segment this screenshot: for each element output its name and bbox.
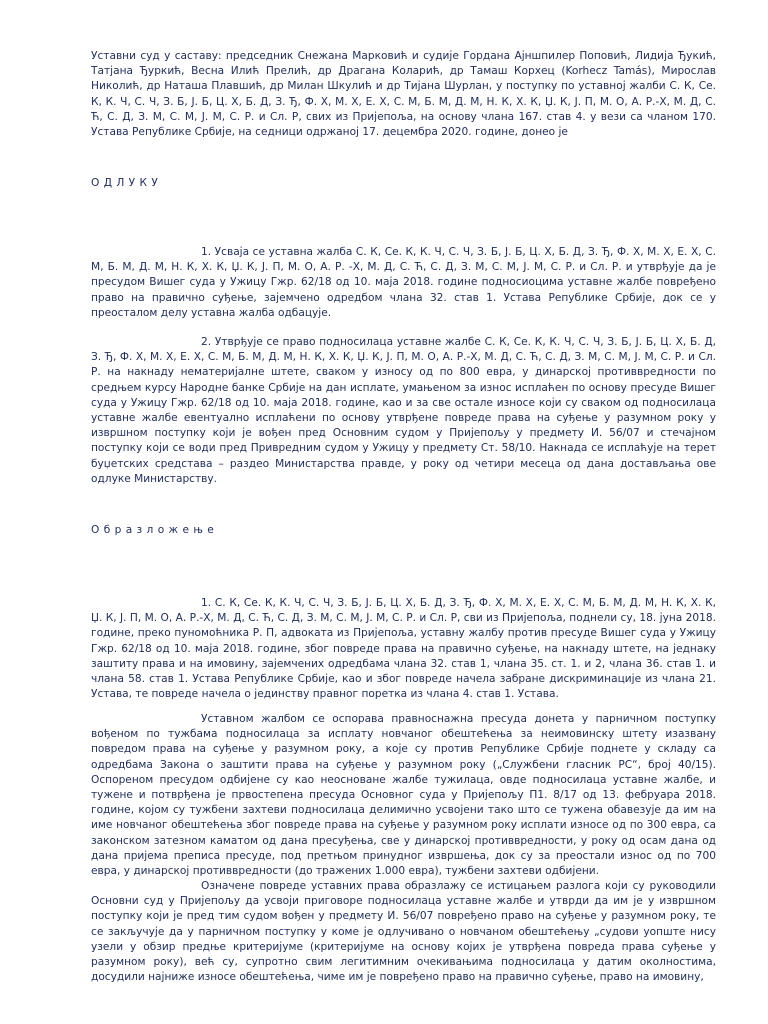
decision-item-2: 2. Утврђује се право подносилаца уставне жалбе С. К, Се. К, К. Ч, С. Ч, З. Б, Ј. Б, Ц. Х, Б. Д, З. Ђ, Ф. Х, М. Х, Е. Х, С. М, Б. М, Д. М, Н. К, Х. К, Џ. К, Ј. П, М. О, А. Р.-Х, М. Д, С. Ћ, С. Д, З. М, С. М, Ј. М, С. Р. и Сл. Р. на накнаду нематеријалне штете, сваком у износу од по 800 евра, у динарској противвредности по средњем курсу Народне банке Србије на дан исплате, умањеном за износ исплаћен по основу пресуде Вишег суда у Ужицу Гжр. 62/18 од 10. маја 2018. године, као и за све остале износе који су сваком од подносилаца уставне жалбе евентуално исплаћени по основу утврђене повреде права на суђење у разумном року у извршном поступку који је вођен пред Основним судом у Пријепољу у предмету И. 56/07 и стечајном поступку који се води пред Привредним судом у Ужицу у предмету Ст. 58/10. Накнада се исплаћује на терет буџетских средстава – раздео Министарства правде, у року од четири месеца од дана достављања ове одлуке Министарству. — [91, 336, 716, 485]
reasoning-paragraph-3: Означене повреде уставних права образлажу се истицањем разлога који су руководили Основни суд у Пријепољу да усвоји приговоре подносилаца уставне жалбе и утврди да им је у извршном поступку који је пред тим судом вођен у предмету И. 56/07 повређено право на суђење у разумном року, те се закључује да у парничном поступку у коме је одлучивано о новчаном обештећењу „судови уопште нису узели у обзир предње критеријуме (критеријуме на основу којих је утврђена повреда права суђење у разумном року), већ су, супротно свим легитимним очекивањима подносилаца у датим околностима, досудили најниже износе обештећења, чиме им је повређено право на правично суђење, право на имовину, — [91, 880, 716, 984]
decision-heading: О Д Л У К У — [91, 177, 159, 189]
intro-paragraph: Уставни суд у саставу: председник Снежана Марковић и судије Гордана Ајншпилер Поповић, Лидија Ђукић, Татјана Ђуркић, Весна Илић Прелић, др Драгана Коларић, др Тамаш Корхец (Korhecz Tamás), Мирослав Николић, др Наташа Плавшић, др Милан Шкулић и др Тијана Шурлан, у поступку по уставној жалби С. К, Се. К, К. Ч, С. Ч, З. Б, Ј. Б, Ц. Х, Б. Д, З. Ђ, Ф. Х, М. Х, Е. Х, С. М, Б. М, Д. М, Н. К, Х. К, Џ. К, Ј. П, М. О, А. Р.-Х, М. Д, С. Ћ, С. Д, З. М, С. М, Ј. М, С. Р. и Сл. Р, свих из Пријепоља, на основу члана 167. став 4. у вези са чланом 170. Устава Републике Србије, на седници одржаној 17. децембра 2020. године, донео је — [91, 50, 716, 139]
decision-item-1: 1. Усваја се уставна жалба С. К, Се. К, К. Ч, С. Ч, З. Б, Ј. Б, Ц. Х, Б. Д, З. Ђ, Ф. Х, М. Х, Е. Х, С. М, Б. М, Д. М, Н. К, Х. К, Џ. К, Ј. П, М. О, А. Р. -Х, М. Д, С. Ћ, С. Д, З. М, С. М, Ј. М, С. Р. и Сл. Р. и утврђује да је пресудом Вишег суда у Ужицу Гжр. 62/18 од 10. маја 2018. године подносиоцима уставне жалбе повређено право на правично суђење, зајемчено одредбом члана 32. став 1. Устава Републике Србије, док се у преосталом делу уставна жалба одбацује. — [91, 246, 716, 319]
reasoning-paragraph-2: Уставном жалбом се оспорава правноснажна пресуда донета у парничном поступку вођеном по тужбама подносилаца за исплату новчаног обештећења за неимовинску штету изазвану повредом права на суђење у разумном року, а које су против Републике Србије поднете у складу са одредбама Закона о заштити права на суђење у разумном року („Службени гласник РС“, број 40/15). Оспореном пресудом одбијене су као неосноване жалбе тужилаца, овде подносилаца уставне жалбе, и тужене и потврђена је првостепена пресуда Основног суда у Пријепољу П1. 8/17 од 13. фебруара 2018. године, којом су тужбени захтеви подносилаца делимично усвојени тако што се тужена обавезује да им на име новчаног обештећења због повреде права на суђење у разумном року исплати износе од по 300 евра, са законском затезном каматом од дана пресуђења, све у динарској противвредности, у року од осам дана од дана пријема преписа пресуде, под претњом принудног извршења, док су за преостали износ од по 700 евра, у динарској противвредности (до тражених 1.000 евра), тужбени захтеви одбијени. — [91, 713, 716, 878]
reasoning-paragraph-1: 1. С. К, Се. К, К. Ч, С. Ч, З. Б, Ј. Б, Ц. Х, Б. Д, З. Ђ, Ф. Х, М. Х, Е. Х, С. М, Б. М, Д. М, Н. К, Х. К, Џ. К, Ј. П, М. О, А. Р.-Х, М. Д, С. Ћ, С. Д, З. М, С. М, Ј. М, С. Р. и Сл. Р, сви из Пријепоља, поднели су, 18. јуна 2018. године, преко пуномоћника Р. П, адвоката из Пријепоља, уставну жалбу против пресуде Вишег суда у Ужицу Гжр. 62/18 од 10. маја 2018. године, због повреде права на правично суђење, на накнаду штете, на једнаку заштиту права и на имовину, зајемчених одредбама члана 32. став 1, члана 35. ст. 1. и 2, члана 36. став 1. и члана 58. став 1. Устава Републике Србије, као и због повреде начела забране дискриминације из члана 21. Устава, те повреде начела о јединству правног поретка из члана 4. став 1. Устава. — [91, 597, 716, 701]
reasoning-heading: О б р а з л о ж е њ е — [91, 524, 215, 536]
